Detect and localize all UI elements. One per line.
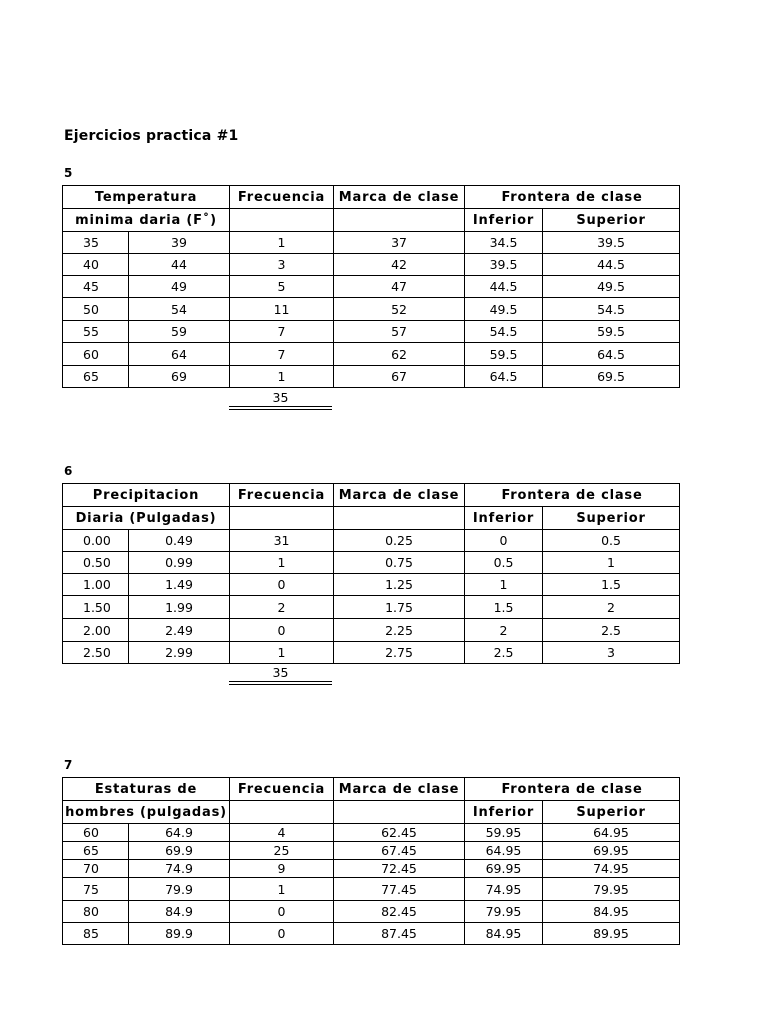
table-row [63, 923, 680, 945]
class-mark-value: 52 [334, 298, 465, 321]
class-lower-limit: 0.50 [63, 552, 129, 574]
lower-boundary-header: Inferior [465, 507, 543, 530]
frequency-value: 9 [230, 860, 334, 878]
class-mark-value: 72.45 [334, 860, 465, 878]
frequency-value: 3 [230, 254, 334, 276]
class-lower-limit: 85 [63, 923, 129, 945]
frequency-header: Frecuencia [230, 484, 334, 507]
class-upper-limit: 39 [129, 232, 230, 254]
table-row [63, 642, 680, 664]
frequency-total: 35 [272, 390, 289, 405]
table-row [63, 276, 680, 298]
exercise-number: 5 [64, 166, 73, 180]
total-double-underline [229, 406, 332, 410]
lower-boundary-value: 1 [465, 574, 543, 596]
class-upper-limit: 54 [129, 298, 230, 321]
frequency-value: 7 [230, 343, 334, 366]
frequency-value: 1 [230, 366, 334, 388]
lower-boundary-value: 2.5 [465, 642, 543, 664]
table-row [63, 530, 680, 552]
class-range-header: Precipitacion [63, 484, 230, 507]
class-upper-limit: 2.99 [129, 642, 230, 664]
lower-boundary-value: 2 [465, 619, 543, 642]
frequency-value: 0 [230, 619, 334, 642]
table-row [63, 321, 680, 343]
class-boundary-header: Frontera de clase [465, 484, 680, 507]
class-mark-value: 2.25 [334, 619, 465, 642]
class-upper-limit: 69.9 [129, 842, 230, 860]
upper-boundary-value: 1.5 [543, 574, 680, 596]
class-mark-value: 62 [334, 343, 465, 366]
upper-boundary-value: 0.5 [543, 530, 680, 552]
class-mark-header: Marca de clase [334, 778, 465, 801]
frequency-subheader [230, 801, 334, 824]
class-lower-limit: 35 [63, 232, 129, 254]
frequency-value: 31 [230, 530, 334, 552]
class-mark-header: Marca de clase [334, 484, 465, 507]
class-upper-limit: 2.49 [129, 619, 230, 642]
class-upper-limit: 74.9 [129, 860, 230, 878]
frequency-value: 0 [230, 923, 334, 945]
frequency-value: 4 [230, 824, 334, 842]
frequency-value: 2 [230, 596, 334, 619]
class-mark-header: Marca de clase [334, 186, 465, 209]
class-upper-limit: 1.99 [129, 596, 230, 619]
class-mark-value: 37 [334, 232, 465, 254]
upper-boundary-header: Superior [543, 209, 680, 232]
exercise-number: 7 [64, 758, 73, 772]
class-range-subheader: hombres (pulgadas) [63, 801, 230, 824]
class-boundary-header: Frontera de clase [465, 778, 680, 801]
class-upper-limit: 0.49 [129, 530, 230, 552]
frequency-total: 35 [272, 665, 289, 680]
frequency-table [62, 185, 680, 388]
class-mark-value: 82.45 [334, 901, 465, 923]
class-mark-value: 77.45 [334, 878, 465, 901]
class-lower-limit: 55 [63, 321, 129, 343]
frequency-value: 1 [230, 552, 334, 574]
frequency-value: 25 [230, 842, 334, 860]
lower-boundary-value: 59.5 [465, 343, 543, 366]
frequency-value: 5 [230, 276, 334, 298]
upper-boundary-value: 1 [543, 552, 680, 574]
frequency-value: 1 [230, 232, 334, 254]
class-lower-limit: 65 [63, 366, 129, 388]
class-upper-limit: 59 [129, 321, 230, 343]
class-boundary-header: Frontera de clase [465, 186, 680, 209]
total-double-underline [229, 681, 332, 685]
class-lower-limit: 65 [63, 842, 129, 860]
upper-boundary-value: 64.5 [543, 343, 680, 366]
class-range-header: Temperatura [63, 186, 230, 209]
lower-boundary-value: 44.5 [465, 276, 543, 298]
frequency-table [62, 777, 680, 945]
upper-boundary-value: 2 [543, 596, 680, 619]
class-mark-value: 87.45 [334, 923, 465, 945]
class-lower-limit: 60 [63, 343, 129, 366]
class-mark-value: 1.75 [334, 596, 465, 619]
class-lower-limit: 75 [63, 878, 129, 901]
class-mark-value: 62.45 [334, 824, 465, 842]
lower-boundary-header: Inferior [465, 801, 543, 824]
lower-boundary-value: 0 [465, 530, 543, 552]
lower-boundary-value: 59.95 [465, 824, 543, 842]
table-row [63, 842, 680, 860]
class-upper-limit: 64.9 [129, 824, 230, 842]
table-row [63, 596, 680, 619]
upper-boundary-value: 84.95 [543, 901, 680, 923]
upper-boundary-value: 64.95 [543, 824, 680, 842]
class-upper-limit: 89.9 [129, 923, 230, 945]
class-lower-limit: 2.00 [63, 619, 129, 642]
lower-boundary-value: 1.5 [465, 596, 543, 619]
class-mark-value: 47 [334, 276, 465, 298]
upper-boundary-value: 49.5 [543, 276, 680, 298]
table-row [63, 366, 680, 388]
class-upper-limit: 84.9 [129, 901, 230, 923]
class-upper-limit: 44 [129, 254, 230, 276]
lower-boundary-value: 64.95 [465, 842, 543, 860]
class-mark-subheader [334, 209, 465, 232]
class-lower-limit: 1.00 [63, 574, 129, 596]
table-row [63, 878, 680, 901]
lower-boundary-header: Inferior [465, 209, 543, 232]
class-upper-limit: 49 [129, 276, 230, 298]
lower-boundary-value: 69.95 [465, 860, 543, 878]
class-upper-limit: 0.99 [129, 552, 230, 574]
class-mark-value: 57 [334, 321, 465, 343]
frequency-header: Frecuencia [230, 778, 334, 801]
upper-boundary-header: Superior [543, 801, 680, 824]
class-mark-value: 2.75 [334, 642, 465, 664]
class-mark-value: 0.25 [334, 530, 465, 552]
class-lower-limit: 70 [63, 860, 129, 878]
class-lower-limit: 2.50 [63, 642, 129, 664]
class-lower-limit: 45 [63, 276, 129, 298]
lower-boundary-value: 74.95 [465, 878, 543, 901]
document-title: Ejercicios practica #1 [64, 128, 239, 144]
upper-boundary-value: 59.5 [543, 321, 680, 343]
lower-boundary-value: 54.5 [465, 321, 543, 343]
table-row [63, 343, 680, 366]
lower-boundary-value: 84.95 [465, 923, 543, 945]
class-lower-limit: 40 [63, 254, 129, 276]
lower-boundary-value: 34.5 [465, 232, 543, 254]
frequency-value: 0 [230, 901, 334, 923]
upper-boundary-value: 54.5 [543, 298, 680, 321]
table-row [63, 619, 680, 642]
class-mark-value: 67 [334, 366, 465, 388]
table-row [63, 824, 680, 842]
lower-boundary-value: 0.5 [465, 552, 543, 574]
table-row [63, 298, 680, 321]
frequency-value: 11 [230, 298, 334, 321]
class-mark-value: 0.75 [334, 552, 465, 574]
class-mark-value: 42 [334, 254, 465, 276]
table-row [63, 232, 680, 254]
frequency-subheader [230, 209, 334, 232]
class-upper-limit: 64 [129, 343, 230, 366]
exercise-number: 6 [64, 464, 73, 478]
table-row [63, 901, 680, 923]
class-lower-limit: 60 [63, 824, 129, 842]
upper-boundary-value: 69.5 [543, 366, 680, 388]
class-lower-limit: 1.50 [63, 596, 129, 619]
class-lower-limit: 0.00 [63, 530, 129, 552]
lower-boundary-value: 49.5 [465, 298, 543, 321]
table-row [63, 552, 680, 574]
frequency-value: 0 [230, 574, 334, 596]
upper-boundary-value: 74.95 [543, 860, 680, 878]
frequency-header: Frecuencia [230, 186, 334, 209]
class-range-subheader: Diaria (Pulgadas) [63, 507, 230, 530]
frequency-value: 1 [230, 642, 334, 664]
table-row [63, 574, 680, 596]
table-row [63, 860, 680, 878]
frequency-subheader [230, 507, 334, 530]
class-upper-limit: 79.9 [129, 878, 230, 901]
upper-boundary-value: 44.5 [543, 254, 680, 276]
class-mark-value: 67.45 [334, 842, 465, 860]
class-upper-limit: 69 [129, 366, 230, 388]
class-lower-limit: 80 [63, 901, 129, 923]
upper-boundary-value: 39.5 [543, 232, 680, 254]
class-mark-subheader [334, 801, 465, 824]
upper-boundary-value: 2.5 [543, 619, 680, 642]
class-mark-subheader [334, 507, 465, 530]
upper-boundary-header: Superior [543, 507, 680, 530]
frequency-table [62, 483, 680, 664]
class-lower-limit: 50 [63, 298, 129, 321]
frequency-value: 1 [230, 878, 334, 901]
upper-boundary-value: 89.95 [543, 923, 680, 945]
class-upper-limit: 1.49 [129, 574, 230, 596]
lower-boundary-value: 64.5 [465, 366, 543, 388]
upper-boundary-value: 69.95 [543, 842, 680, 860]
upper-boundary-value: 79.95 [543, 878, 680, 901]
class-range-header: Estaturas de [63, 778, 230, 801]
frequency-value: 7 [230, 321, 334, 343]
lower-boundary-value: 79.95 [465, 901, 543, 923]
class-mark-value: 1.25 [334, 574, 465, 596]
class-range-subheader: minima daria (F˚) [63, 209, 230, 232]
upper-boundary-value: 3 [543, 642, 680, 664]
lower-boundary-value: 39.5 [465, 254, 543, 276]
table-row [63, 254, 680, 276]
